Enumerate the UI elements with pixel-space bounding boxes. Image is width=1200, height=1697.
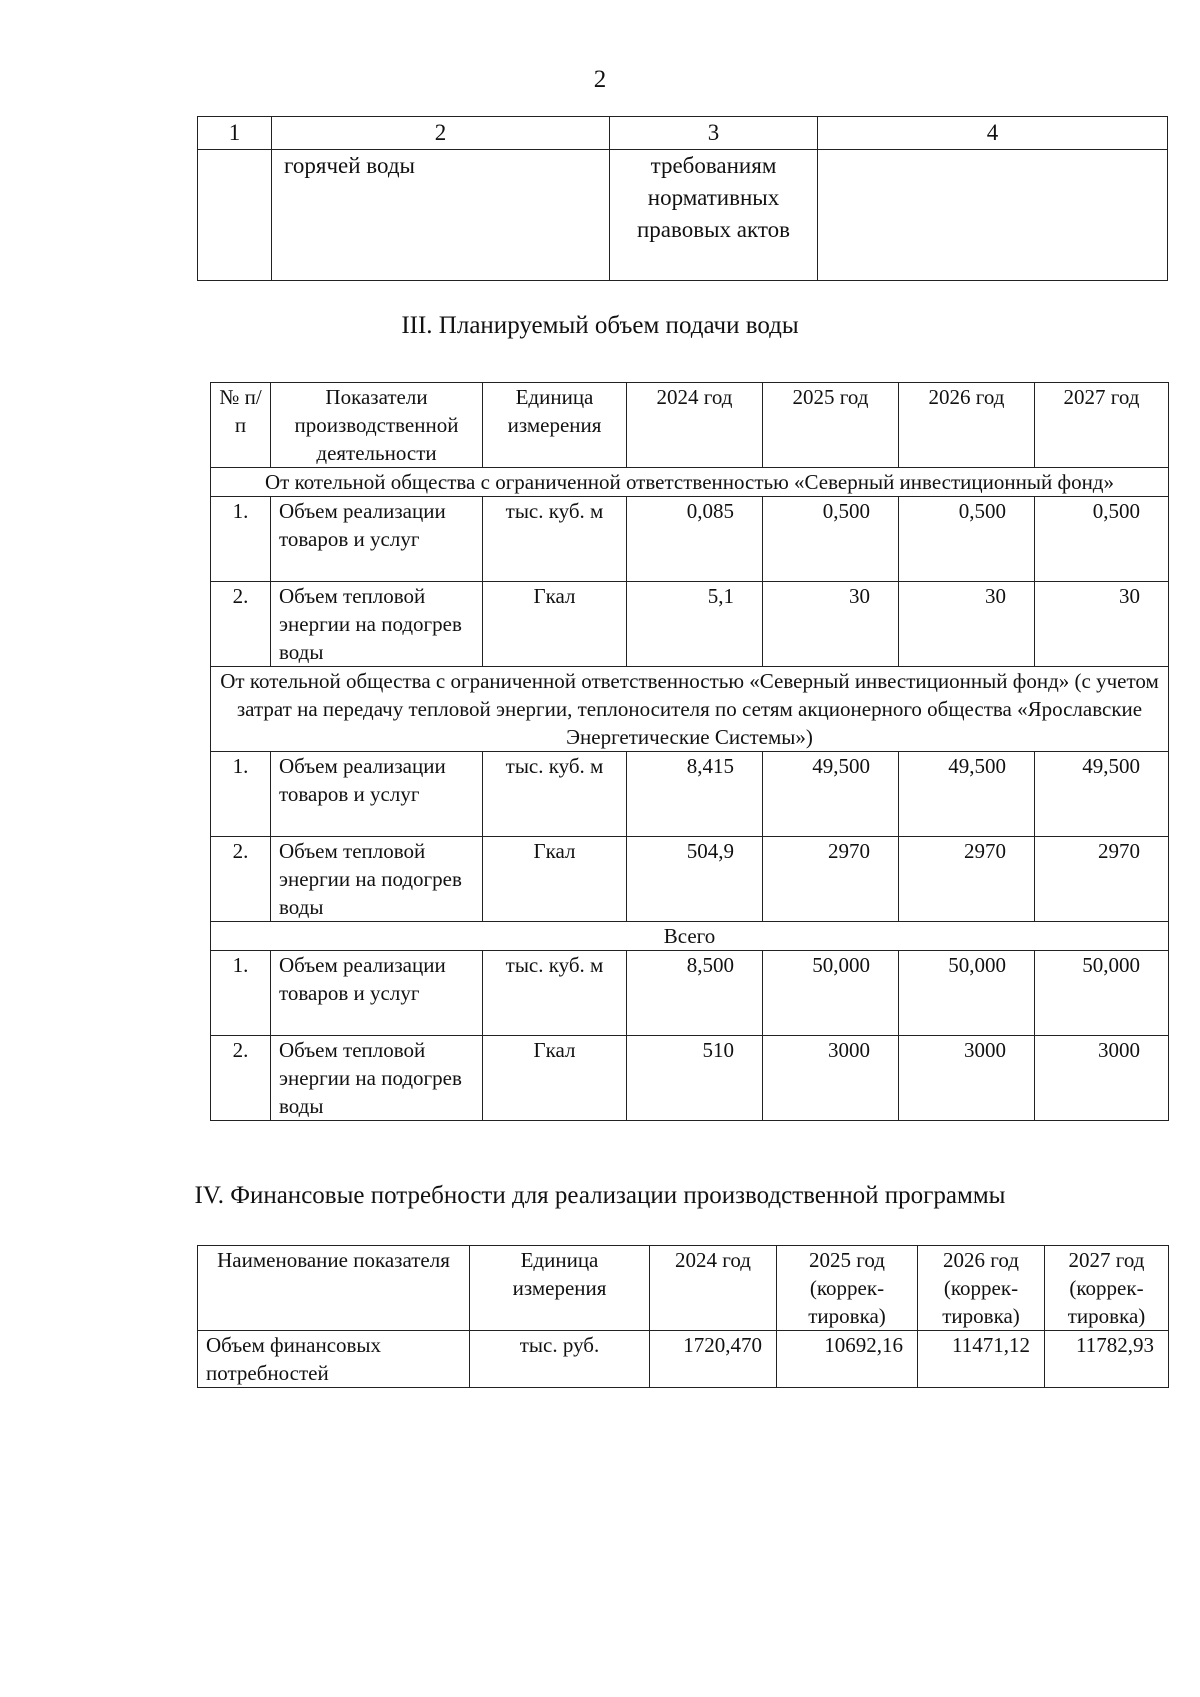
col-header-2027: 2027 год (коррек-тировка) bbox=[1045, 1246, 1169, 1331]
cell-col3: требованиям нормативных правовых актов bbox=[610, 150, 818, 281]
row-indicator: Объем реализации товаров и услуг bbox=[271, 752, 483, 837]
col-header-number: № п/п bbox=[211, 383, 271, 468]
col-header-unit: Единица измерения bbox=[470, 1246, 650, 1331]
cell-col4 bbox=[818, 150, 1168, 281]
row-indicator: Объем реализации товаров и услуг bbox=[271, 951, 483, 1036]
row-unit: тыс. руб. bbox=[470, 1331, 650, 1388]
financial-needs-table bbox=[197, 1245, 1169, 1388]
col-header-2025: 2025 год (коррек-тировка) bbox=[777, 1246, 918, 1331]
row-value-2024: 0,085 bbox=[627, 497, 763, 582]
col-header-2024: 2024 год bbox=[627, 383, 763, 468]
table-header-row bbox=[198, 1246, 1169, 1331]
col-header-2024: 2024 год bbox=[650, 1246, 777, 1331]
cell-col1 bbox=[198, 150, 272, 281]
row-value-2026: 30 bbox=[899, 582, 1035, 667]
row-indicator: Объем тепловой энергии на подогрев воды bbox=[271, 837, 483, 922]
table-row bbox=[198, 150, 1168, 281]
group-title: Всего bbox=[211, 922, 1169, 951]
group-row bbox=[211, 468, 1169, 497]
row-value-2024: 510 bbox=[627, 1036, 763, 1121]
row-number: 2. bbox=[211, 837, 271, 922]
row-value-2027: 30 bbox=[1035, 582, 1169, 667]
row-value-2026: 11471,12 bbox=[918, 1331, 1045, 1388]
col-header-unit: Единица измерения bbox=[483, 383, 627, 468]
row-value-2027: 49,500 bbox=[1035, 752, 1169, 837]
section-4-title: IV. Финансовые потребности для реализации производственной программы bbox=[194, 1182, 1006, 1209]
col-header-2026: 2026 год bbox=[899, 383, 1035, 468]
row-number: 1. bbox=[211, 951, 271, 1036]
row-value-2027: 0,500 bbox=[1035, 497, 1169, 582]
page-number: 2 bbox=[593, 66, 607, 93]
row-value-2026: 3000 bbox=[899, 1036, 1035, 1121]
row-value-2024: 5,1 bbox=[627, 582, 763, 667]
table-row bbox=[211, 837, 1169, 922]
row-unit: Гкал bbox=[483, 582, 627, 667]
header-cell: 2 bbox=[272, 117, 610, 150]
row-indicator: Объем тепловой энергии на подогрев воды bbox=[271, 582, 483, 667]
col-header-name: Наименование показателя bbox=[198, 1246, 470, 1331]
cell-col2: горячей воды bbox=[272, 150, 610, 281]
section-3-title: III. Планируемый объем подачи воды bbox=[401, 312, 799, 339]
table-header-row bbox=[198, 117, 1168, 150]
row-unit: тыс. куб. м bbox=[483, 752, 627, 837]
col-header-2025: 2025 год bbox=[763, 383, 899, 468]
row-value-2025: 49,500 bbox=[763, 752, 899, 837]
group-title: От котельной общества с ограниченной ответственностью «Северный инвестиционный фонд» bbox=[211, 468, 1169, 497]
table-row bbox=[211, 582, 1169, 667]
table-row bbox=[198, 1331, 1169, 1388]
row-value-2025: 0,500 bbox=[763, 497, 899, 582]
row-value-2024: 504,9 bbox=[627, 837, 763, 922]
row-value-2026: 50,000 bbox=[899, 951, 1035, 1036]
row-unit: Гкал bbox=[483, 1036, 627, 1121]
row-value-2025: 10692,16 bbox=[777, 1331, 918, 1388]
row-value-2027: 11782,93 bbox=[1045, 1331, 1169, 1388]
row-value-2025: 50,000 bbox=[763, 951, 899, 1036]
row-unit: тыс. куб. м bbox=[483, 497, 627, 582]
row-value-2025: 30 bbox=[763, 582, 899, 667]
row-value-2026: 2970 bbox=[899, 837, 1035, 922]
row-number: 2. bbox=[211, 582, 271, 667]
water-supply-table bbox=[210, 382, 1169, 1121]
row-value-2024: 8,415 bbox=[627, 752, 763, 837]
header-cell: 3 bbox=[610, 117, 818, 150]
row-number: 1. bbox=[211, 497, 271, 582]
row-unit: Гкал bbox=[483, 837, 627, 922]
group-row bbox=[211, 667, 1169, 752]
table-row bbox=[211, 752, 1169, 837]
row-value-2027: 50,000 bbox=[1035, 951, 1169, 1036]
table-row bbox=[211, 1036, 1169, 1121]
row-value-2027: 2970 bbox=[1035, 837, 1169, 922]
header-cell: 4 bbox=[818, 117, 1168, 150]
header-cell: 1 bbox=[198, 117, 272, 150]
row-indicator: Объем тепловой энергии на подогрев воды bbox=[271, 1036, 483, 1121]
row-value-2024: 1720,470 bbox=[650, 1331, 777, 1388]
row-indicator: Объем финансовых потребностей bbox=[198, 1331, 470, 1388]
col-header-2026: 2026 год (коррек-тировка) bbox=[918, 1246, 1045, 1331]
row-number: 2. bbox=[211, 1036, 271, 1121]
row-value-2025: 3000 bbox=[763, 1036, 899, 1121]
row-value-2027: 3000 bbox=[1035, 1036, 1169, 1121]
group-row bbox=[211, 922, 1169, 951]
row-number: 1. bbox=[211, 752, 271, 837]
row-value-2025: 2970 bbox=[763, 837, 899, 922]
col-header-indicator: Показатели производственной деятельности bbox=[271, 383, 483, 468]
row-value-2026: 0,500 bbox=[899, 497, 1035, 582]
row-unit: тыс. куб. м bbox=[483, 951, 627, 1036]
continuation-table bbox=[197, 116, 1168, 281]
row-value-2024: 8,500 bbox=[627, 951, 763, 1036]
table-row bbox=[211, 497, 1169, 582]
row-indicator: Объем реализации товаров и услуг bbox=[271, 497, 483, 582]
table-row bbox=[211, 951, 1169, 1036]
row-value-2026: 49,500 bbox=[899, 752, 1035, 837]
col-header-2027: 2027 год bbox=[1035, 383, 1169, 468]
group-title: От котельной общества с ограниченной ответственностью «Северный инвестиционный фонд» (с учетом затрат на передачу тепловой энергии, теплоносителя по сетям акционерного общества «Ярославские Энергетические Системы») bbox=[211, 667, 1169, 752]
table-header-row bbox=[211, 383, 1169, 468]
